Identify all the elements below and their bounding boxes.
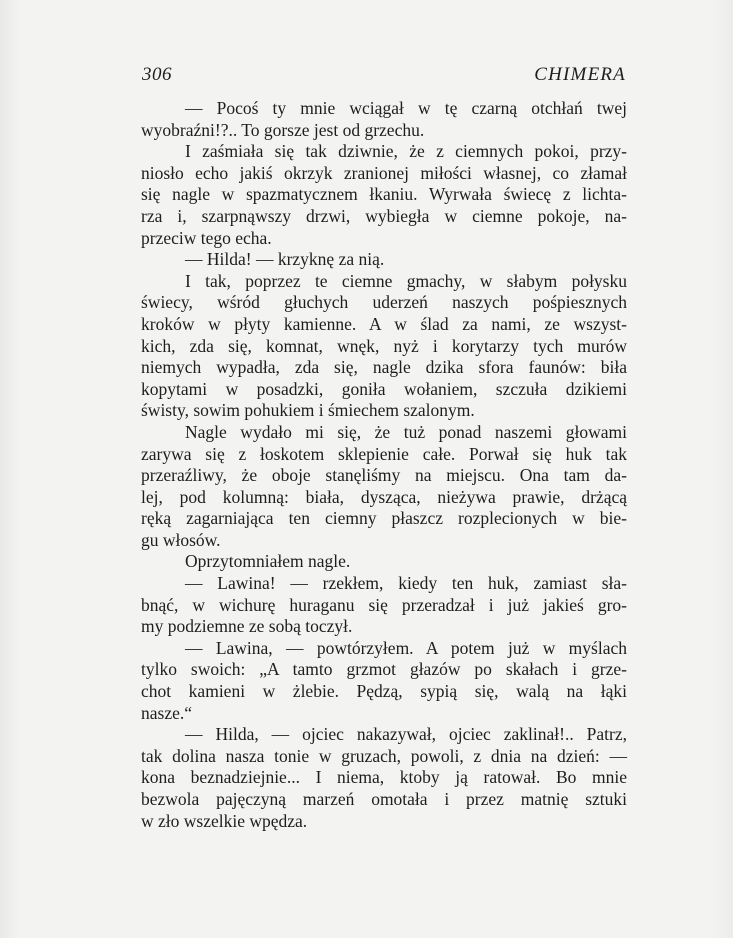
text-line: bnąć, w wichurę huraganu się przeradzał i już jakieś gro- (141, 594, 627, 615)
text-line: gu włosów. (141, 529, 221, 550)
running-title: CHIMERA (534, 64, 626, 85)
text-line: tak dolina nasza tonie w gruzach, powoli, z dnia na dzień: — (141, 745, 627, 766)
text-line: my podziemne ze sobą toczył. (141, 616, 353, 637)
text-line: I tak, poprzez te ciemne gmachy, w słabym połysku (185, 270, 627, 291)
text-line: kona beznadziejnie... I niema, ktoby ją ratował. Bo mnie (141, 767, 627, 788)
text-line: tylko swoich: „A tamto grzmot głazów po skałach i grze- (141, 659, 627, 680)
text-line: kroków w płyty kamienne. A w ślad za nami, ze wszyst- (141, 313, 627, 334)
text-line: — Hilda, — ojciec nakazywał, ojciec zaklinał!.. Patrz, (185, 724, 627, 745)
text-line: bezwola pajęczyną marzeń omotała i przez matnię sztuki (141, 789, 627, 809)
text-line: I zaśmiała się tak dziwnie, że z ciemnych pokoi, przy- (185, 141, 627, 162)
text-line: wyobraźni!?.. To gorsze jest od grzechu. (141, 119, 425, 140)
text-line: w zło wszelkie wpędza. (141, 810, 308, 831)
text-line: niemych wypadła, zda się, nagle dzika sfora faunów: biła (141, 357, 627, 378)
text-line: Oprzytomniałem nagle. (185, 551, 351, 572)
text-line: niosło echo jakiś okrzyk zranionej miłości własnej, co złamał (141, 162, 627, 183)
text-line: świecy, wśród głuchych uderzeń naszych pośpiesznych (141, 292, 627, 313)
text-line: kich, zda się, komnat, wnęk, nyż i korytarzy tych murów (141, 335, 627, 356)
text-line: chot kamieni w żlebie. Pędzą, sypią się, walą na łąki (141, 681, 627, 702)
text-line: lej, pod kolumną: biała, dysząca, nieżywa prawie, drżącą (141, 486, 627, 507)
text-line: — Hilda! — krzyknę za nią. (185, 249, 385, 270)
text-line: — Pocoś ty mnie wciągał w tę czarną otchłań twej (185, 98, 627, 118)
text-line: Nagle wydało mi się, że tuż ponad naszemi głowami (185, 421, 627, 442)
text-line: kopytami w posadzki, goniła wołaniem, szczuła dzikiemi (141, 378, 627, 399)
body-text (141, 98, 627, 832)
page-number: 306 (142, 64, 172, 85)
text-line: nasze.“ (141, 702, 193, 723)
text-line: się nagle w spazmatycznem łkaniu. Wyrwała świecę z lichta- (141, 184, 627, 205)
page-header (142, 64, 626, 90)
text-line: — Lawina, — powtórzyłem. A potem już w myślach (185, 637, 627, 658)
text-line: — Lawina! — rzekłem, kiedy ten huk, zamiast sła- (185, 573, 627, 594)
text-line: świsty, sowim pohukiem i śmiechem szalonym. (141, 400, 475, 421)
text-line: ręką zagarniająca ten ciemny płaszcz rozplecionych w bie- (141, 508, 627, 529)
text-line: rza i, szarpnąwszy drzwi, wybiegła w ciemne pokoje, na- (141, 205, 627, 226)
text-line: przeraźliwy, że oboje stanęliśmy na miejscu. Ona tam da- (141, 465, 627, 486)
text-line: przeciw tego echa. (141, 227, 272, 248)
text-line: zarywa się z łoskotem sklepienie całe. Porwał się huk tak (141, 443, 627, 464)
